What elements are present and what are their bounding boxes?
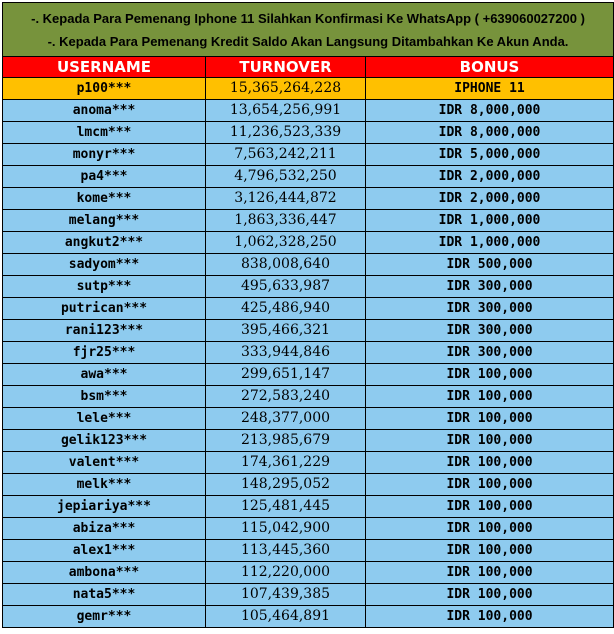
cell-username: gelik123*** xyxy=(3,430,206,452)
cell-username: rani123*** xyxy=(3,320,206,342)
cell-bonus: IDR 100,000 xyxy=(366,474,614,496)
cell-turnover: 333,944,846 xyxy=(206,342,366,364)
cell-username: abiza*** xyxy=(3,518,206,540)
cell-turnover: 495,633,987 xyxy=(206,276,366,298)
cell-turnover: 105,464,891 xyxy=(206,606,366,628)
table-row xyxy=(3,188,614,210)
cell-username: angkut2*** xyxy=(3,232,206,254)
cell-username: anoma*** xyxy=(3,100,206,122)
table-row xyxy=(3,342,614,364)
cell-turnover: 4,796,532,250 xyxy=(206,166,366,188)
table-row xyxy=(3,540,614,562)
table-row xyxy=(3,606,614,628)
table-row xyxy=(3,144,614,166)
cell-turnover: 15,365,264,228 xyxy=(206,78,366,100)
table-row xyxy=(3,298,614,320)
cell-bonus: IDR 100,000 xyxy=(366,452,614,474)
table-row xyxy=(3,474,614,496)
cell-turnover: 7,563,242,211 xyxy=(206,144,366,166)
cell-username: lele*** xyxy=(3,408,206,430)
cell-turnover: 13,654,256,991 xyxy=(206,100,366,122)
table-row xyxy=(3,122,614,144)
cell-turnover: 1,062,328,250 xyxy=(206,232,366,254)
cell-bonus: IDR 100,000 xyxy=(366,408,614,430)
cell-turnover: 107,439,385 xyxy=(206,584,366,606)
cell-bonus: IDR 2,000,000 xyxy=(366,188,614,210)
cell-bonus: IDR 8,000,000 xyxy=(366,100,614,122)
cell-bonus: IDR 100,000 xyxy=(366,584,614,606)
cell-bonus: IDR 100,000 xyxy=(366,364,614,386)
cell-username: melang*** xyxy=(3,210,206,232)
cell-bonus: IDR 100,000 xyxy=(366,518,614,540)
header-bonus: BONUS xyxy=(366,57,614,78)
cell-turnover: 425,486,940 xyxy=(206,298,366,320)
winners-table xyxy=(2,2,614,628)
cell-username: putrican*** xyxy=(3,298,206,320)
cell-username: sadyom*** xyxy=(3,254,206,276)
table-row xyxy=(3,496,614,518)
cell-bonus: IDR 100,000 xyxy=(366,606,614,628)
cell-bonus: IDR 8,000,000 xyxy=(366,122,614,144)
notice-line-credit: -. Kepada Para Pemenang Kredit Saldo Akan Langsung Ditambahkan Ke Akun Anda. xyxy=(47,33,569,49)
cell-bonus: IDR 100,000 xyxy=(366,386,614,408)
cell-bonus: IDR 500,000 xyxy=(366,254,614,276)
cell-bonus: IDR 100,000 xyxy=(366,540,614,562)
cell-turnover: 112,220,000 xyxy=(206,562,366,584)
cell-username: bsm*** xyxy=(3,386,206,408)
cell-turnover: 395,466,321 xyxy=(206,320,366,342)
cell-turnover: 125,481,445 xyxy=(206,496,366,518)
table-row xyxy=(3,100,614,122)
cell-turnover: 11,236,523,339 xyxy=(206,122,366,144)
cell-username: pa4*** xyxy=(3,166,206,188)
cell-bonus: IDR 100,000 xyxy=(366,430,614,452)
notice-row xyxy=(3,3,614,57)
winners-table-body xyxy=(3,3,614,628)
cell-username: gemr*** xyxy=(3,606,206,628)
cell-turnover: 299,651,147 xyxy=(206,364,366,386)
header-turnover: TURNOVER xyxy=(206,57,366,78)
cell-bonus: IDR 1,000,000 xyxy=(366,232,614,254)
table-row xyxy=(3,320,614,342)
table-row xyxy=(3,518,614,540)
cell-username: ambona*** xyxy=(3,562,206,584)
cell-turnover: 213,985,679 xyxy=(206,430,366,452)
table-row xyxy=(3,276,614,298)
cell-username: sutp*** xyxy=(3,276,206,298)
cell-turnover: 3,126,444,872 xyxy=(206,188,366,210)
cell-bonus: IDR 100,000 xyxy=(366,562,614,584)
header-row xyxy=(3,57,614,78)
cell-username: kome*** xyxy=(3,188,206,210)
cell-username: valent*** xyxy=(3,452,206,474)
cell-bonus: IDR 2,000,000 xyxy=(366,166,614,188)
cell-turnover: 272,583,240 xyxy=(206,386,366,408)
cell-username: fjr25*** xyxy=(3,342,206,364)
table-row xyxy=(3,430,614,452)
table-row xyxy=(3,166,614,188)
cell-turnover: 148,295,052 xyxy=(206,474,366,496)
notice-banner xyxy=(3,3,614,57)
cell-username: lmcm*** xyxy=(3,122,206,144)
cell-username: awa*** xyxy=(3,364,206,386)
cell-turnover: 248,377,000 xyxy=(206,408,366,430)
cell-username: jepiariya*** xyxy=(3,496,206,518)
table-row xyxy=(3,452,614,474)
cell-username: alex1*** xyxy=(3,540,206,562)
cell-username: nata5*** xyxy=(3,584,206,606)
cell-bonus: IDR 300,000 xyxy=(366,342,614,364)
table-row xyxy=(3,408,614,430)
cell-bonus: IDR 100,000 xyxy=(366,496,614,518)
table-row xyxy=(3,364,614,386)
table-row xyxy=(3,584,614,606)
table-row xyxy=(3,210,614,232)
cell-turnover: 838,008,640 xyxy=(206,254,366,276)
cell-turnover: 174,361,229 xyxy=(206,452,366,474)
cell-bonus: IDR 1,000,000 xyxy=(366,210,614,232)
table-row xyxy=(3,78,614,100)
cell-bonus: IDR 300,000 xyxy=(366,276,614,298)
table-row xyxy=(3,232,614,254)
table-row xyxy=(3,254,614,276)
header-username: USERNAME xyxy=(3,57,206,78)
notice-line-whatsapp: -. Kepada Para Pemenang Iphone 11 Silahkan Konfirmasi Ke WhatsApp ( +639060027200 ) xyxy=(31,10,585,26)
cell-username: p100*** xyxy=(3,78,206,100)
cell-username: monyr*** xyxy=(3,144,206,166)
cell-bonus: IPHONE 11 xyxy=(366,78,614,100)
cell-bonus: IDR 300,000 xyxy=(366,320,614,342)
cell-bonus: IDR 5,000,000 xyxy=(366,144,614,166)
cell-bonus: IDR 300,000 xyxy=(366,298,614,320)
cell-turnover: 113,445,360 xyxy=(206,540,366,562)
cell-turnover: 115,042,900 xyxy=(206,518,366,540)
table-row xyxy=(3,386,614,408)
cell-turnover: 1,863,336,447 xyxy=(206,210,366,232)
table-row xyxy=(3,562,614,584)
cell-username: melk*** xyxy=(3,474,206,496)
